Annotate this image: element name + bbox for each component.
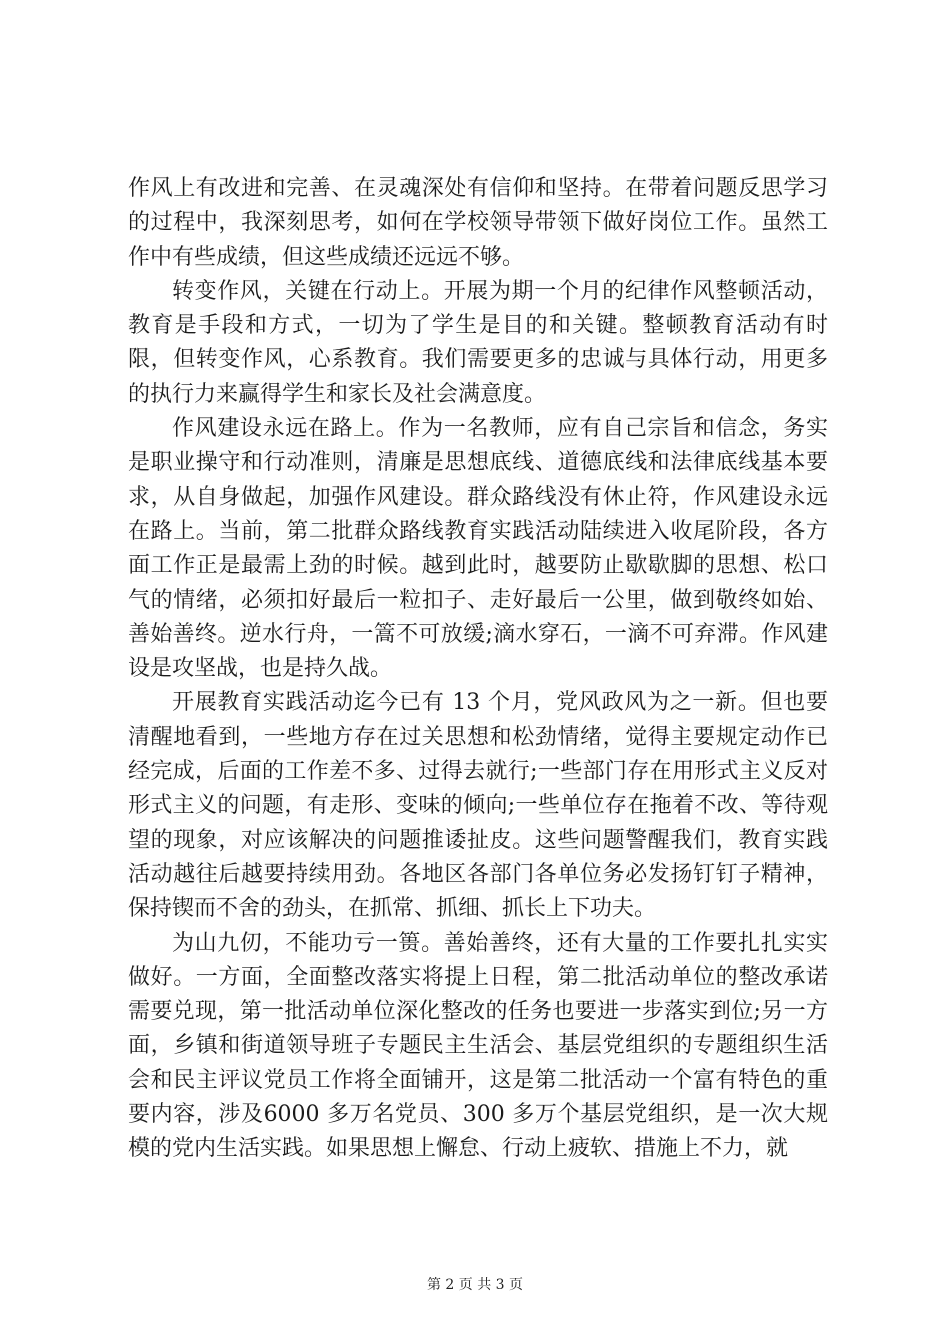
paragraph-2: 转变作风，关键在行动上。开展为期一个月的纪律作风整顿活动，教育是手段和方式，一切为了学生是目的和关键。整顿教育活动有时限，但转变作风，心系教育。我们需要更多的忠诚与具体行动，用更多的执行力来赢得学生和家长及社会满意度。 — [128, 278, 828, 407]
paragraph-3: 作风建设永远在路上。作为一名教师，应有自己宗旨和信念，务实是职业操守和行动准则，清廉是思想底线、道德底线和法律底线基本要求，从自身做起，加强作风建设。群众路线没有休止符，作风建设永远在路上。当前，第二批群众路线教育实践活动陆续进入收尾阶段，各方面工作正是最需上劲的时候。越到此时，越要防止歇歇脚的思想、松口气的情绪，必须扣好最后一粒扣子、走好最后一公里，做到敬终如始、善始善终。逆水行舟，一篙不可放缓;滴水穿石，一滴不可弃滞。作风建设是攻坚战，也是持久战。 — [128, 416, 828, 682]
paragraph-4: 开展教育实践活动迄今已有 13 个月，党风政风为之一新。但也要清醒地看到，一些地方存在过关思想和松劲情绪，觉得主要规定动作已经完成，后面的工作差不多、过得去就行;一些部门存在用形式主义反对形式主义的问题，有走形、变味的倾向;一些单位存在拖着不改、等待观望的现象，对应该解决的问题推诿扯皮。这些问题警醒我们，教育实践活动越往后越要持续用劲。各地区各部门各单位务必发扬钉钉子精神，保持锲而不舍的劲头，在抓常、抓细、抓长上下功夫。 — [128, 690, 828, 922]
page-footer — [0, 1276, 950, 1294]
paragraph-1: 作风上有改进和完善、在灵魂深处有信仰和坚持。在带着问题反思学习的过程中，我深刻思考，如何在学校领导带领下做好岗位工作。虽然工作中有些成绩，但这些成绩还远远不够。 — [128, 176, 828, 270]
document-body — [128, 172, 828, 1167]
page-number-label: 第 2 页 共 3 页 — [426, 1277, 524, 1293]
paragraph-5: 为山九仞，不能功亏一篑。善始善终，还有大量的工作要扎扎实实做好。一方面，全面整改落实将提上日程，第二批活动单位的整改承诺需要兑现，第一批活动单位深化整改的任务也要进一步落实到位;另一方面，乡镇和街道领导班子专题民主生活会、基层党组织的专题组织生活会和民主评议党员工作将全面铺开，这是第二批活动一个富有特色的重要内容，涉及6000 多万名党员、300 多万个基层党组织，是一次大规模的党内生活实践。如果思想上懈怠、行动上疲软、措施上不力，就 — [128, 930, 828, 1162]
